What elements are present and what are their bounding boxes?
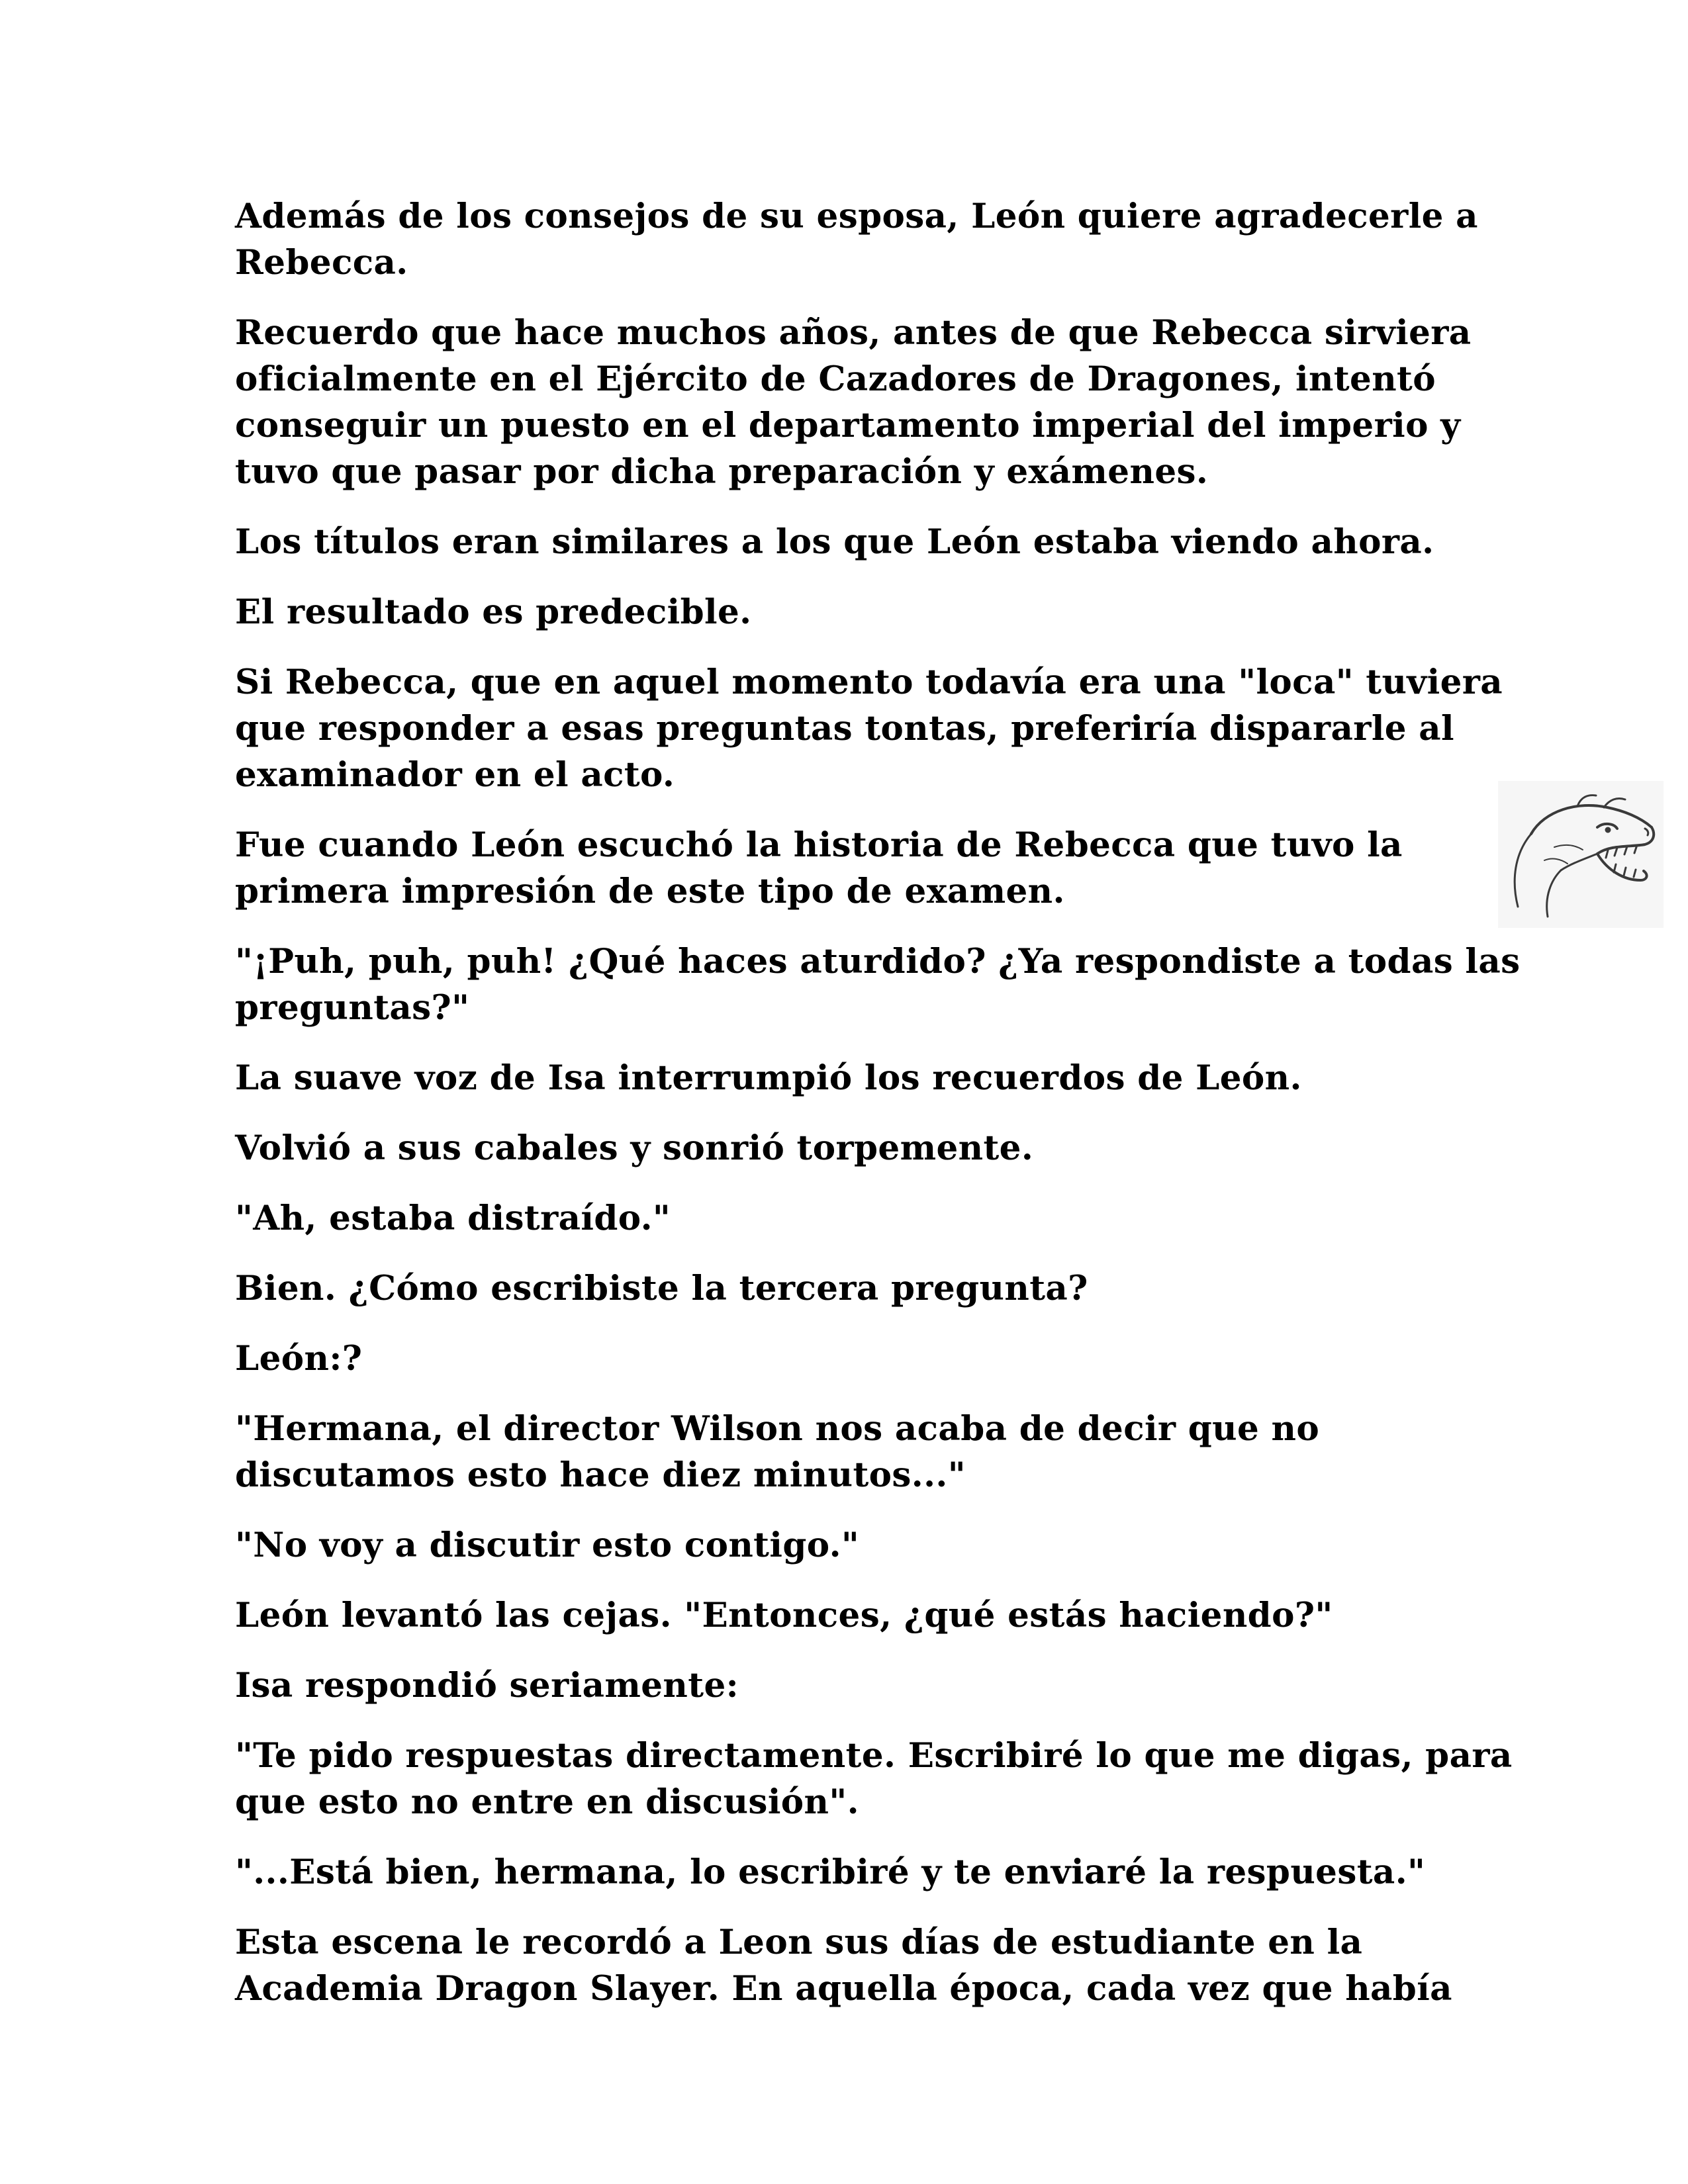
paragraph: Isa respondió seriamente: — [235, 1666, 739, 1706]
paragraph: "Hermana, el director Wilson nos acaba de decir que no discutamos esto hace diez minutos..." — [235, 1409, 1320, 1495]
paragraph: "No voy a discutir esto contigo." — [235, 1525, 860, 1565]
paragraph: Además de los consejos de su esposa, León quiere agradecerle a Rebecca. — [235, 197, 1478, 283]
paragraph: Esta escena le recordó a Leon sus días de estudiante en la Academia Dragon Slayer. En aquella época, cada vez que había — [235, 1923, 1452, 2009]
paragraph: "Ah, estaba distraído." — [235, 1199, 671, 1238]
paragraph: Si Rebecca, que en aquel momento todavía era una "loca" tuviera que responder a esas preguntas tontas, preferiría dispararle al examinador en el acto. — [235, 662, 1503, 795]
paragraph: "Te pido respuestas directamente. Escribiré lo que me digas, para que esto no entre en discusión". — [235, 1736, 1513, 1822]
paragraph: Bien. ¿Cómo escribiste la tercera pregunta? — [235, 1269, 1088, 1308]
paragraph: Volvió a sus cabales y sonrió torpemente. — [235, 1128, 1034, 1168]
paragraph: León:? — [235, 1339, 363, 1379]
paragraph: Los títulos eran similares a los que León estaba viendo ahora. — [235, 522, 1434, 562]
paragraph: "...Está bien, hermana, lo escribiré y te enviaré la respuesta." — [235, 1852, 1426, 1892]
paragraph: El resultado es predecible. — [235, 592, 752, 632]
body-text — [235, 193, 1526, 2036]
paragraph: León levantó las cejas. "Entonces, ¿qué estás haciendo?" — [235, 1596, 1333, 1635]
dragon-head-sketch-icon — [1498, 781, 1664, 928]
paragraph: "¡Puh, puh, puh! ¿Qué haces aturdido? ¿Ya respondiste a todas las preguntas?" — [235, 942, 1521, 1028]
paragraph: Recuerdo que hace muchos años, antes de que Rebecca sirviera oficialmente en el Ejército de Cazadores de Dragones, intentó conseguir un puesto en el departamento imperial del imperio y tuvo que pasar por dicha preparación y exámenes. — [235, 313, 1472, 492]
paragraph: La suave voz de Isa interrumpió los recuerdos de León. — [235, 1058, 1302, 1098]
paragraph: Fue cuando León escuchó la historia de Rebecca que tuvo la primera impresión de este tipo de examen. — [235, 825, 1403, 911]
